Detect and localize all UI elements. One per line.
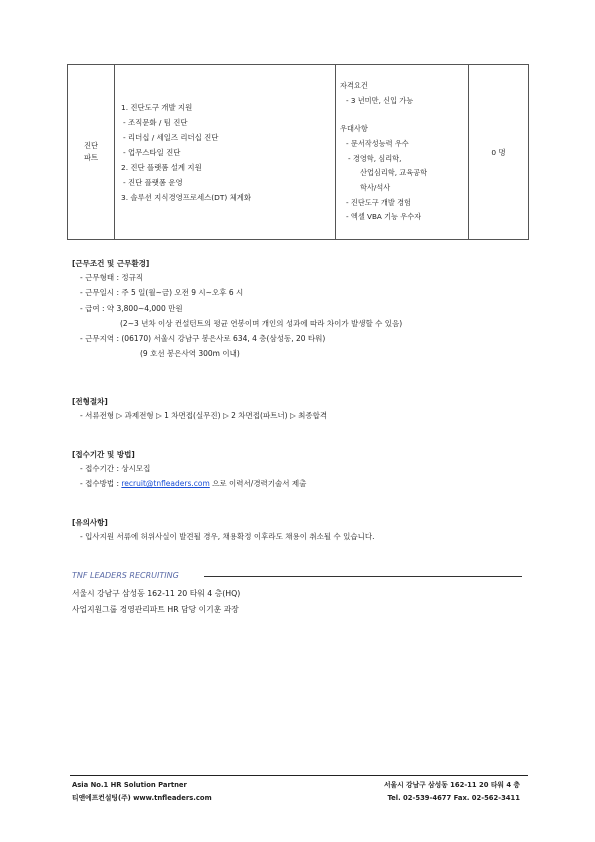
email-link[interactable]: recruit@tnfleaders.com xyxy=(121,479,210,489)
duty-item: 2. 진단 플랫폼 설계 지원 xyxy=(121,162,202,172)
preferred-item: - 문서작성능력 우수 xyxy=(346,138,409,148)
apply-period: - 접수기간 : 상시모집 xyxy=(80,464,151,473)
duty-item: 3. 솔루션 지식경영프로세스(DT) 체계화 xyxy=(121,192,252,202)
table-row xyxy=(68,65,529,240)
conditions-section xyxy=(72,258,542,362)
condition-type: - 근무형태 : 정규직 xyxy=(80,273,144,282)
footer-phone: Tel. 02-539-4677 Fax. 02-562-3411 xyxy=(387,794,520,802)
condition-salary-note: (2~3 년차 이상 컨설턴트의 평균 연봉이며 개인의 성과에 따라 차이가 발생할 수 있음) xyxy=(120,318,403,328)
preferred-title: 우대사항 xyxy=(340,124,368,134)
signature-address: 서울시 강남구 삼성동 162-11 20 타워 4 층(HQ) xyxy=(72,589,241,598)
process-section xyxy=(72,396,542,423)
section-title: [전형절차] xyxy=(72,397,108,406)
duty-item: 1. 진단도구 개발 지원 xyxy=(121,102,193,112)
department-cell xyxy=(68,65,115,240)
condition-hours: - 근무일시 : 주 5 일(월~금) 오전 9 시~오후 6 시 xyxy=(80,288,244,298)
signature-header xyxy=(72,569,522,583)
duty-item: - 업무스타일 진단 xyxy=(123,147,181,157)
section-title: [유의사항] xyxy=(72,518,108,527)
brand-text: TNF LEADERS RECRUITING xyxy=(72,571,179,580)
condition-salary: - 급여 : 약 3,800~4,000 만원 xyxy=(80,303,183,313)
condition-location-note: (9 호선 봉은사역 300m 이내) xyxy=(140,349,240,359)
signature-rule xyxy=(204,576,522,577)
preferred-item: - 진단도구 개발 경험 xyxy=(346,197,411,207)
apply-method xyxy=(72,476,542,491)
notes-text: - 입사지원 서류에 허위사실이 발견될 경우, 채용확정 이후라도 채용이 취소될 수 있습니다. xyxy=(80,532,375,541)
footer-address: 서울시 강남구 삼성동 162-11 20 타워 4 층 xyxy=(383,781,520,789)
qualifications-cell xyxy=(336,65,469,240)
preferred-item: 산업심리학, 교육공학 xyxy=(360,168,428,178)
duty-item: - 리더십 / 세일즈 리더십 진단 xyxy=(123,132,219,142)
notes-section xyxy=(72,517,542,544)
department-line: 파트 xyxy=(83,153,99,162)
footer-company: 티앤에프컨설팅(주) www.tnfleaders.com xyxy=(72,794,212,802)
preferred-item: - 경영학, 심리학, xyxy=(348,153,402,163)
section-title: [근무조건 및 근무환경] xyxy=(72,259,150,268)
preferred-item: - 엑셀 VBA 기능 우수자 xyxy=(346,212,422,222)
footer-tagline: Asia No.1 HR Solution Partner xyxy=(72,781,187,789)
required-title: 자격요건 xyxy=(340,80,368,90)
signature-contact: 사업지원그룹 경영관리파트 HR 담당 이기훈 과장 xyxy=(72,605,239,614)
footer-rule xyxy=(70,775,528,776)
process-steps: - 서류전형 ▷ 과제전형 ▷ 1 차면접(실무진) ▷ 2 차면접(파트너) ▷ 최종합격 xyxy=(80,411,328,420)
headcount-cell xyxy=(469,65,529,240)
preferred-item: 학사/석사 xyxy=(360,183,391,193)
department-line: 진단 xyxy=(83,141,99,150)
duty-item: - 진단 플랫폼 운영 xyxy=(123,177,183,187)
duty-item: - 조직문화 / 팀 진단 xyxy=(123,117,188,127)
apply-section xyxy=(72,449,542,492)
headcount: 0 명 xyxy=(491,147,506,157)
job-table xyxy=(67,64,529,240)
apply-method-prefix: - 접수방법 : xyxy=(80,479,122,489)
apply-method-suffix: 으로 이력서/경력기술서 제출 xyxy=(209,479,307,489)
required-item: - 3 년미만, 신입 가능 xyxy=(346,95,414,105)
condition-location: - 근무지역 : (06170) 서울시 강남구 봉은사로 634, 4 층(삼성동, 20 타워) xyxy=(80,334,326,344)
section-title: [접수기간 및 방법] xyxy=(72,450,135,459)
duties-cell xyxy=(115,65,336,240)
